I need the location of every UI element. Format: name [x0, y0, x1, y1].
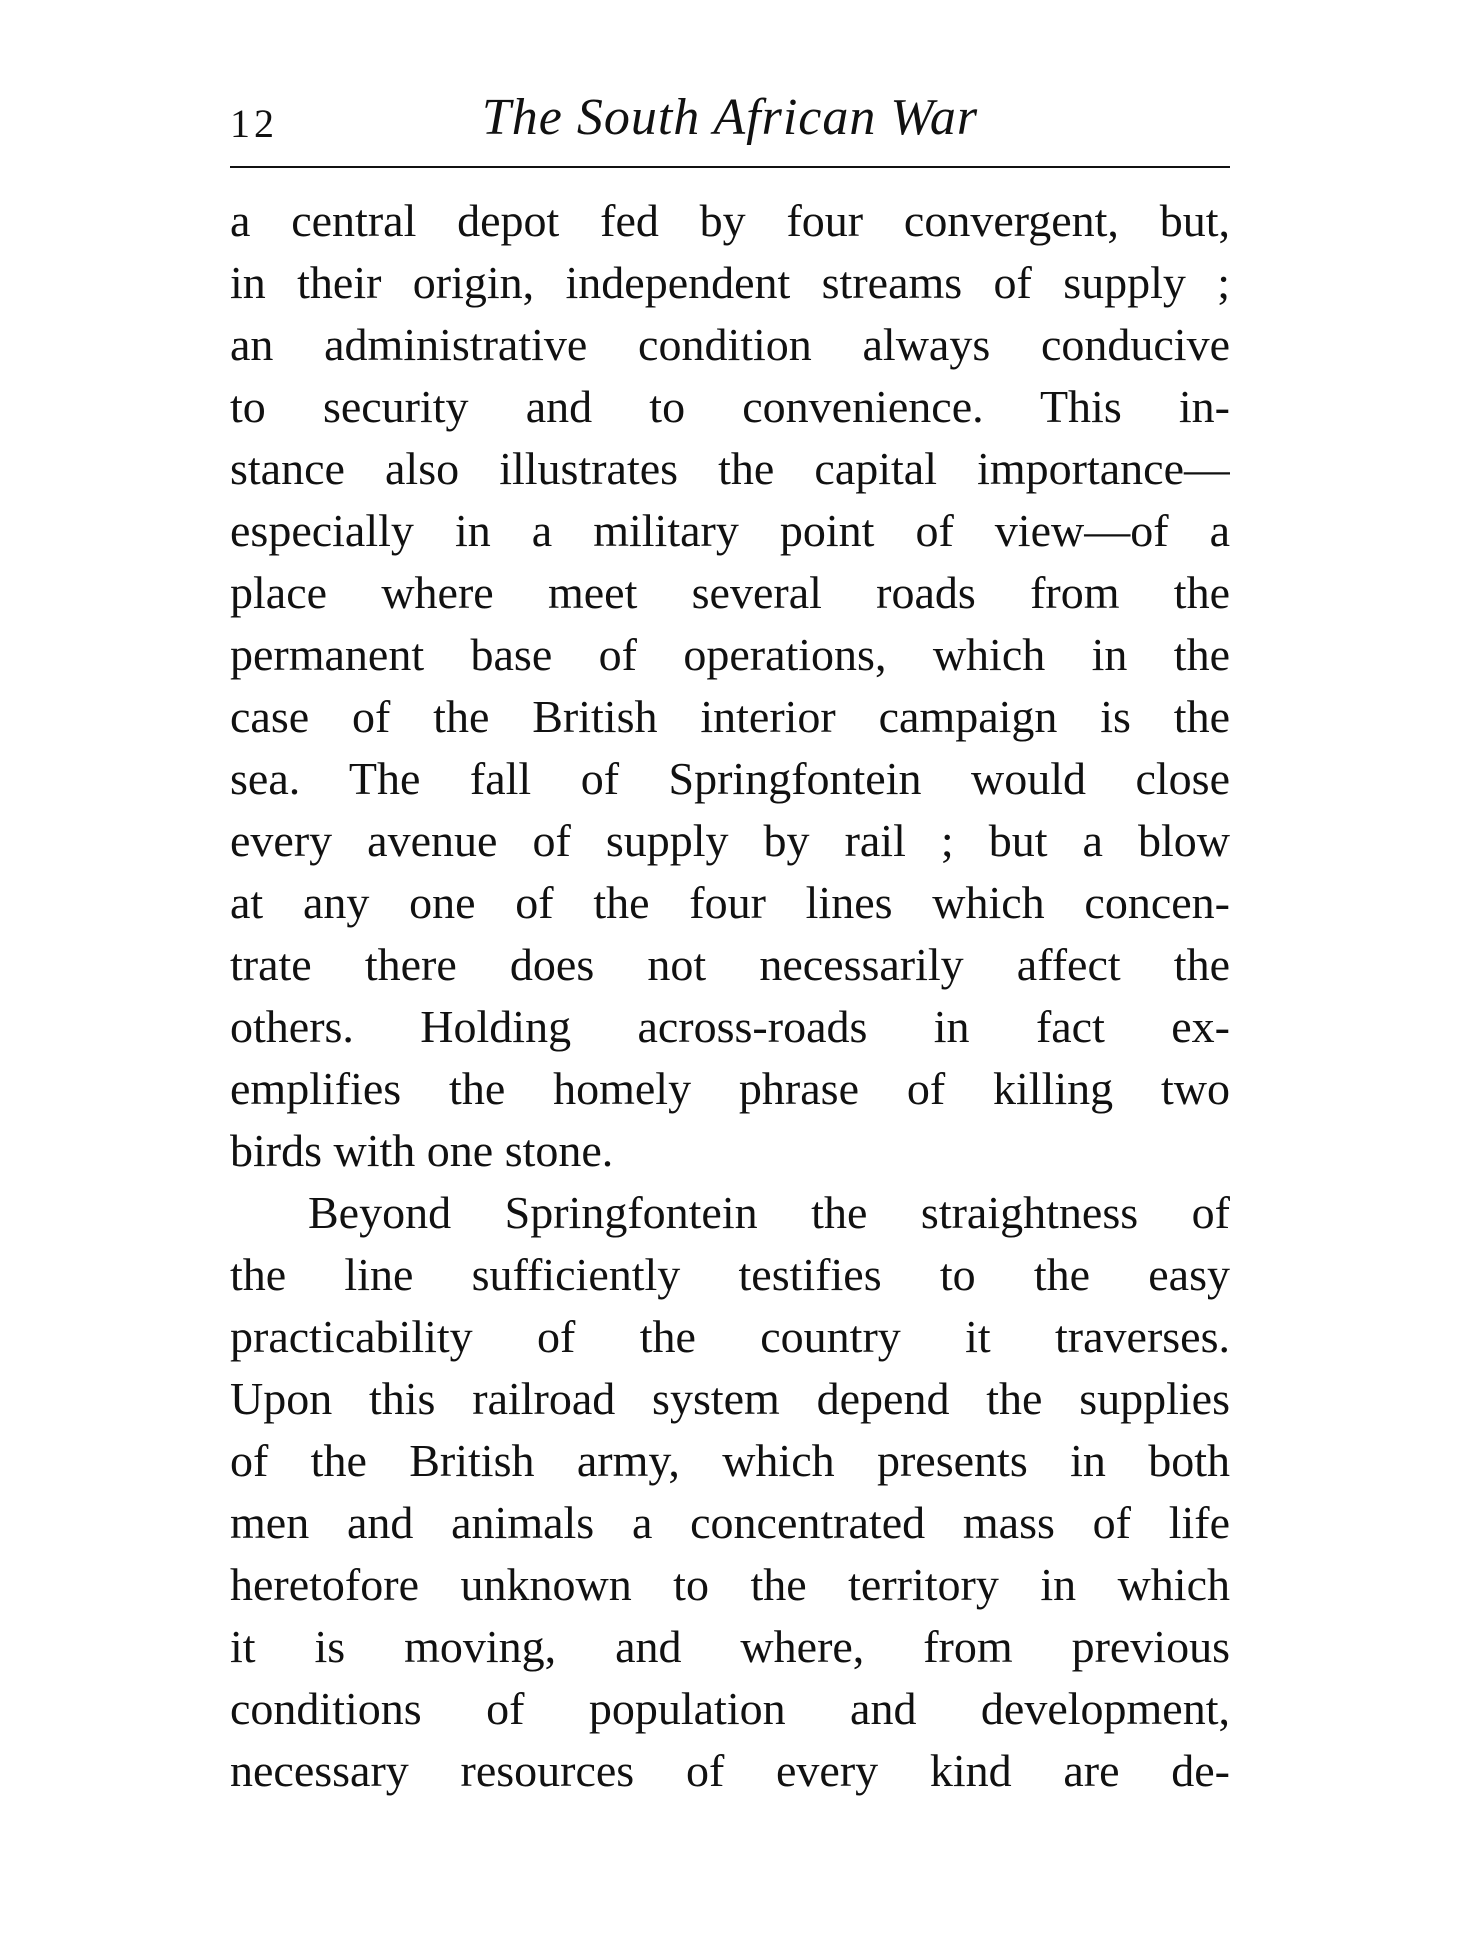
running-title: The South African War — [481, 89, 979, 146]
text-line: practicability of the country it traverses. — [230, 1311, 1230, 1362]
text-line: it is moving, and where, from previous — [230, 1621, 1230, 1672]
text-line: place where meet several roads from the — [230, 567, 1230, 618]
text-line: men and animals a concentrated mass of life — [230, 1497, 1230, 1548]
text-line: necessary resources of every kind are de- — [230, 1745, 1230, 1796]
text-line: case of the British interior campaign is the — [230, 691, 1230, 742]
text-line: heretofore unknown to the territory in which — [230, 1559, 1230, 1610]
text-line: especially in a military point of view—of a — [230, 505, 1230, 556]
text-line: others. Holding across-roads in fact ex- — [230, 1001, 1230, 1052]
body-text — [230, 190, 1230, 1802]
text-line: sea. The fall of Springfontein would close — [230, 753, 1230, 804]
text-line: emplifies the homely phrase of killing two — [230, 1063, 1230, 1114]
text-line: Beyond Springfontein the straightness of — [308, 1187, 1230, 1238]
text-line: of the British army, which presents in both — [230, 1435, 1230, 1486]
text-line: trate there does not necessarily affect the — [230, 939, 1230, 990]
text-line: a central depot fed by four convergent, but, — [230, 195, 1230, 246]
text-line: at any one of the four lines which concen- — [230, 877, 1230, 928]
text-line: Upon this railroad system depend the supplies — [230, 1373, 1230, 1424]
text-line: permanent base of operations, which in the — [230, 629, 1230, 680]
text-line: an administrative condition always conducive — [230, 319, 1230, 370]
text-line: every avenue of supply by rail ; but a blow — [230, 815, 1230, 866]
text-line: conditions of population and development, — [230, 1683, 1230, 1734]
text-line: in their origin, independent streams of supply ; — [230, 257, 1230, 308]
header-rule — [230, 166, 1230, 168]
page-number: 12 — [230, 101, 278, 146]
text-line: stance also illustrates the capital importance— — [230, 443, 1230, 494]
text-line: the line sufficiently testifies to the easy — [230, 1249, 1230, 1300]
running-head — [230, 88, 1230, 158]
text-line: to security and to convenience. This in- — [230, 381, 1230, 432]
text-line: birds with one stone. — [230, 1125, 614, 1176]
